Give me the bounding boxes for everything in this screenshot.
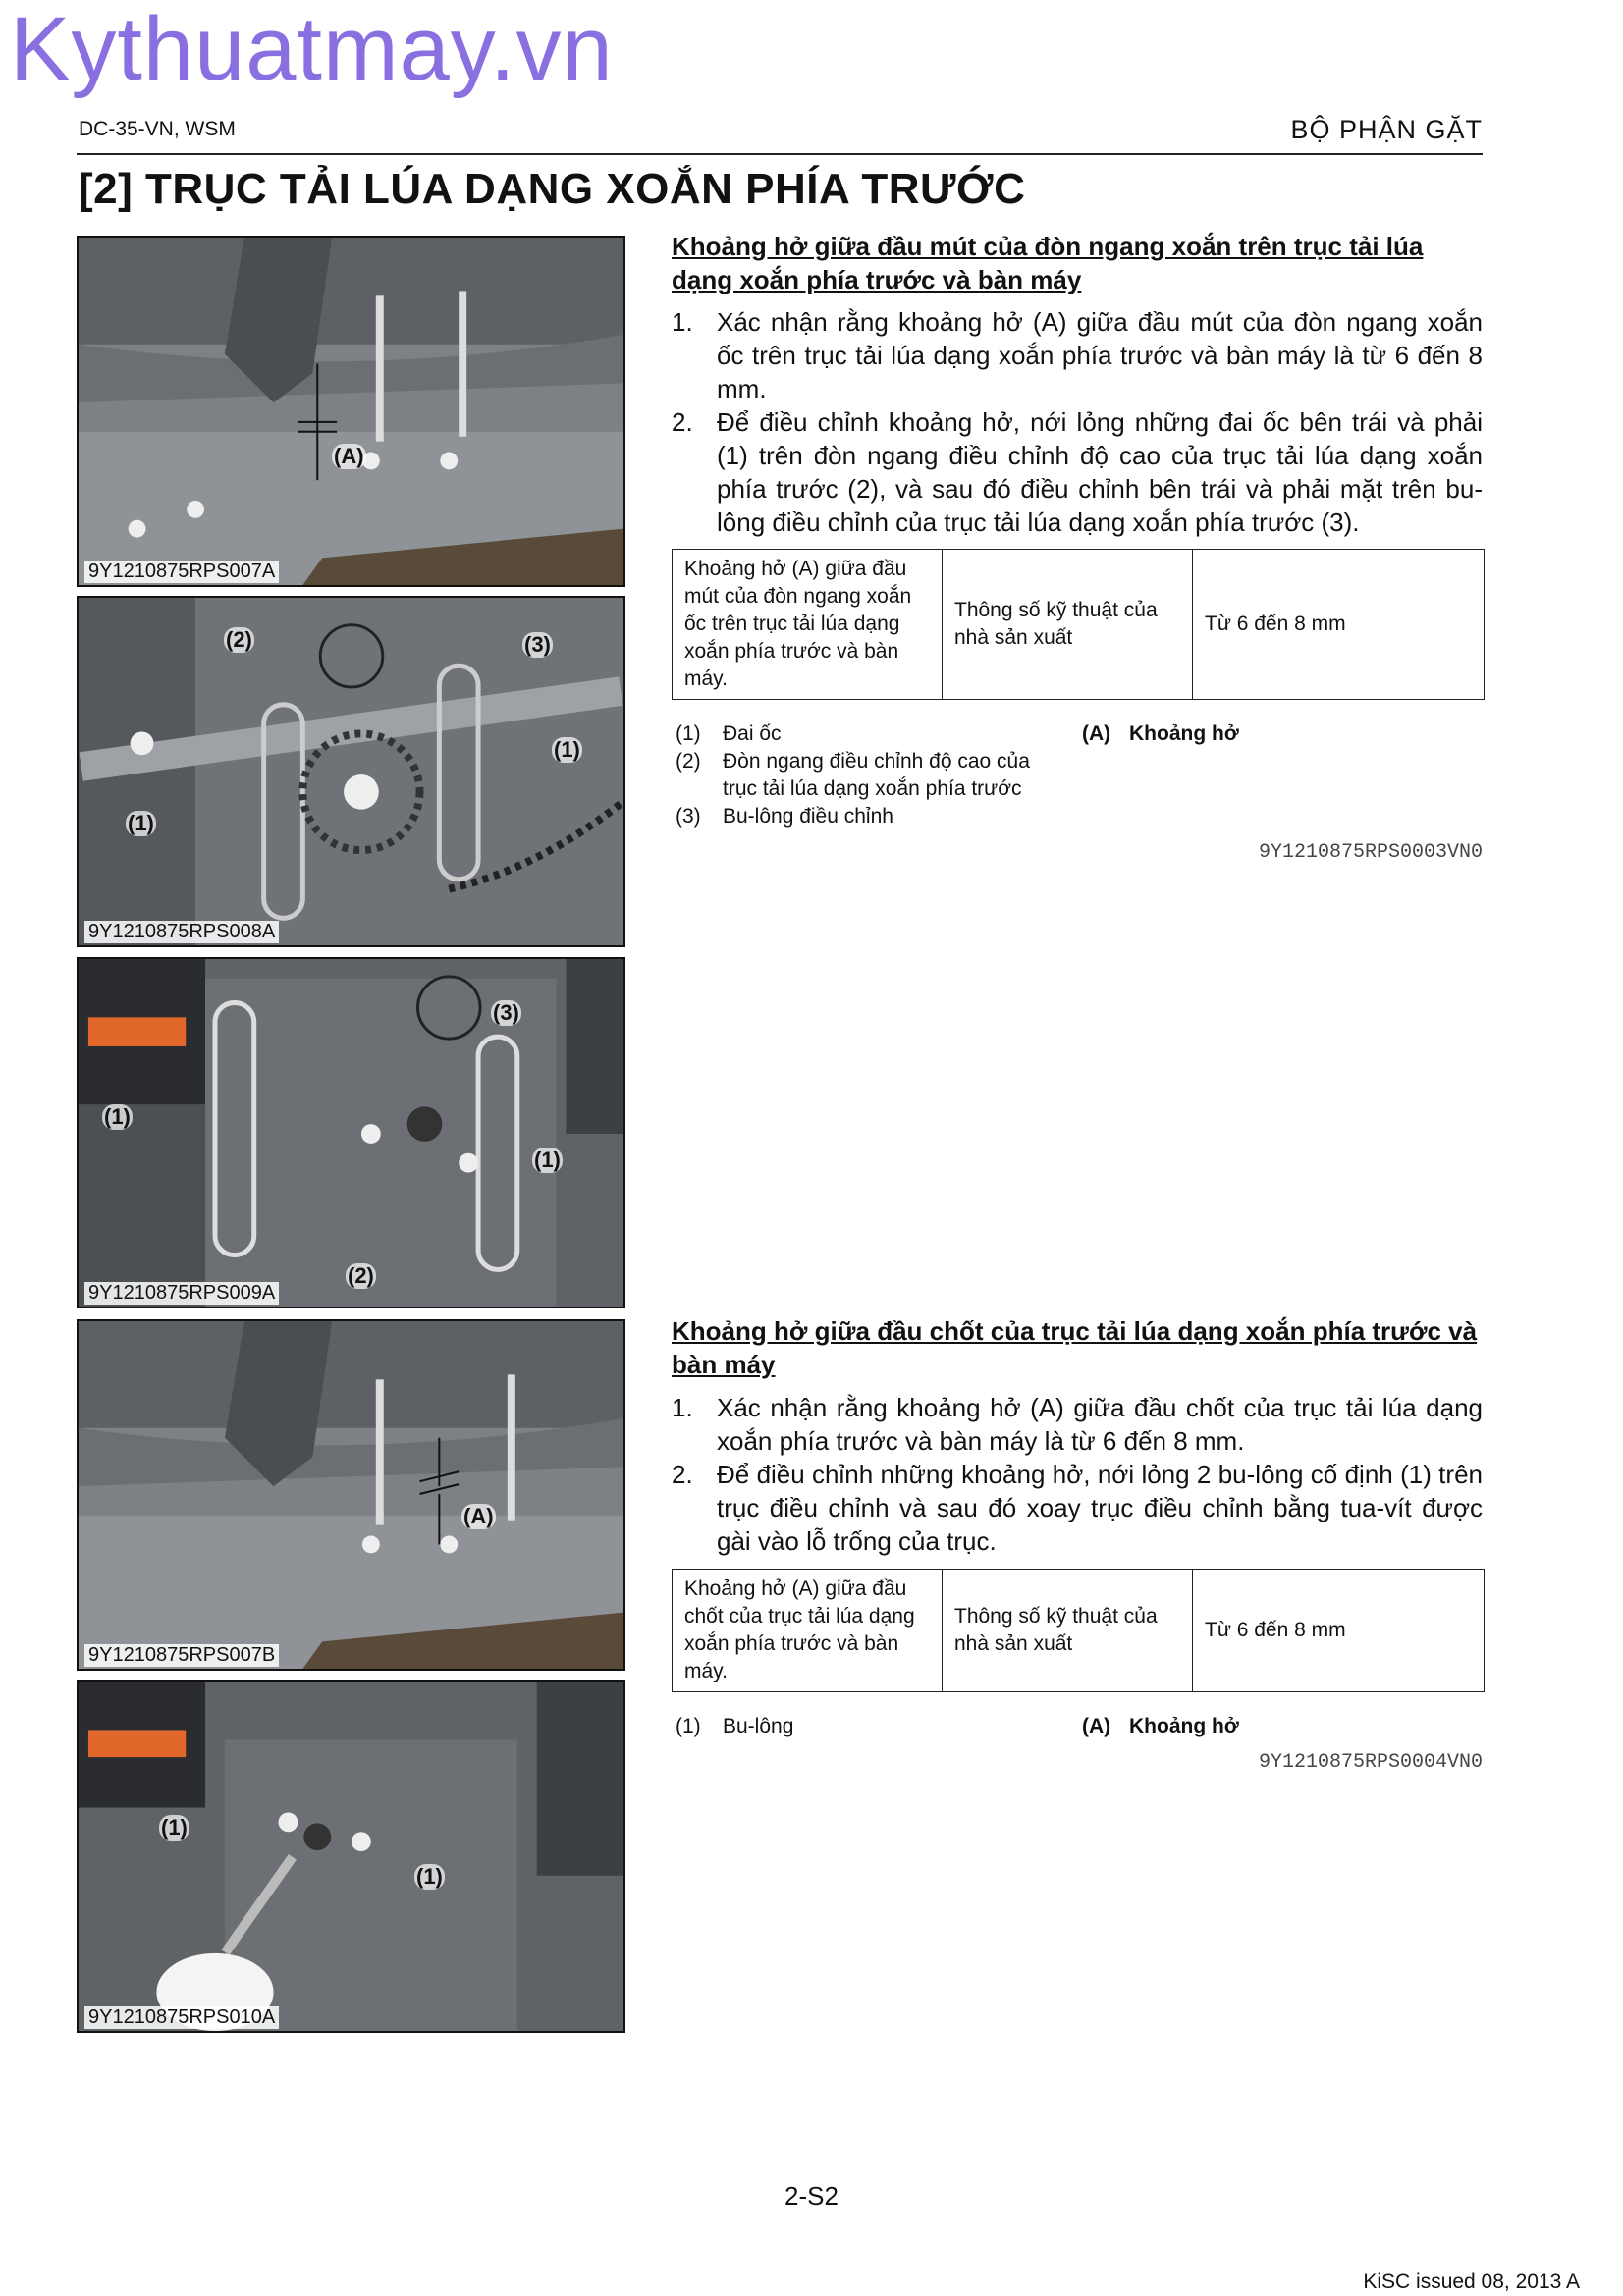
photo-illustration [79, 238, 623, 585]
doc-code: DC-35-VN, WSM [79, 118, 236, 140]
spec-item: Khoảng hở (A) giữa đầu chốt của trục tải lúa dạng xoắn phía trước và bàn máy. [673, 1570, 943, 1692]
step-text: Để điều chỉnh những khoảng hở, nới lỏng 2 bu-lông cố định (1) trên trục điều chỉnh và sau đó xoay trục điều chỉnh bằng tua-vít được gài vào lỗ trống của trục. [717, 1460, 1483, 1556]
photo-adjust-plate [77, 957, 625, 1308]
legend-item [676, 1713, 1068, 1740]
photo-illustration [79, 1682, 623, 2031]
spec-type: Thông số kỹ thuật của nhà sản xuất [943, 1570, 1193, 1692]
section2-legend-right [1082, 1713, 1475, 1740]
section1-legend-right [1082, 721, 1475, 748]
header-divider [77, 153, 1483, 155]
section2-heading: Khoảng hở giữa đầu chốt của trục tải lúa dạng xoắn phía trước và bàn máy [672, 1316, 1478, 1379]
legend-key: (A) [1082, 1715, 1111, 1737]
photo-pin-gap [77, 1319, 625, 1671]
step-text: Xác nhận rằng khoảng hở (A) giữa đầu chốt của trục tải lúa dạng xoắn phía trước và bàn máy là từ 6 đến 8 mm. [717, 1393, 1483, 1456]
legend-value: Đai ốc [723, 722, 782, 745]
step-number: 1. [672, 307, 693, 337]
step [672, 1458, 1483, 1558]
spec-item: Khoảng hở (A) giữa đầu mút của đòn ngang xoắn ốc trên trục tải lúa dạng xoắn phía trước và bàn máy. [673, 550, 943, 700]
section-name: BỘ PHẬN GẶT [1290, 115, 1483, 144]
photo-illustration [79, 1321, 623, 1669]
step-text: Xác nhận rằng khoảng hở (A) giữa đầu mút của đòn ngang xoắn ốc trên trục tải lúa dạng xoắn phía trước và bàn máy là từ 6 đến 8 mm. [717, 307, 1483, 403]
callout-1-right: (1) [534, 1148, 561, 1172]
callout-1-left: (1) [104, 1104, 131, 1129]
callout-a: (A) [463, 1504, 494, 1528]
photo-code: 9Y1210875RPS007A [84, 561, 279, 583]
section2-doc-code: 9Y1210875RPS0004VN0 [1258, 1751, 1483, 1774]
callout-3: (3) [493, 1000, 519, 1025]
legend-key: (1) [676, 722, 701, 745]
callout-2: (2) [226, 627, 252, 652]
section1-spec-table [672, 549, 1485, 700]
legend-item [1082, 721, 1475, 748]
legend-value: Bu-lông [723, 1715, 794, 1737]
callout-1-left: (1) [128, 811, 154, 835]
photo-code: 9Y1210875RPS008A [84, 921, 279, 943]
legend-value: Khoảng hở [1129, 722, 1239, 745]
photo-fix-bolts [77, 1680, 625, 2033]
callout-1-left: (1) [161, 1815, 188, 1840]
legend-value: Bu-lông điều chỉnh [723, 805, 893, 828]
step [672, 1391, 1483, 1458]
callout-a: (A) [334, 444, 364, 468]
legend-key: (3) [676, 805, 701, 828]
callout-2: (2) [348, 1263, 374, 1288]
legend-value: Khoảng hở [1129, 1715, 1239, 1737]
photo-adjust-arm [77, 596, 625, 947]
step-number: 2. [672, 407, 693, 437]
section1-steps [672, 305, 1483, 539]
watermark-logo: Kythuatmay.vn [10, 0, 614, 99]
photo-code: 9Y1210875RPS007B [84, 1644, 279, 1667]
step-number: 2. [672, 1460, 693, 1489]
photo-illustration [79, 959, 623, 1307]
section1-doc-code: 9Y1210875RPS0003VN0 [1258, 841, 1483, 864]
legend-value: Đòn ngang điều chỉnh độ cao của trục tải lúa dạng xoắn phía trước [723, 750, 1030, 800]
section2-legend-left [676, 1713, 1068, 1740]
issued-note: KiSC issued 08, 2013 A [1363, 2270, 1580, 2293]
spec-type: Thông số kỹ thuật của nhà sản xuất [943, 550, 1193, 700]
callout-3: (3) [524, 632, 551, 657]
step-number: 1. [672, 1393, 693, 1422]
callout-1-right: (1) [554, 737, 580, 762]
section1-legend-left [676, 721, 1068, 830]
spec-value: Từ 6 đến 8 mm [1193, 1570, 1485, 1692]
callout-1-right: (1) [416, 1864, 443, 1889]
legend-key: (1) [676, 1715, 701, 1737]
step [672, 305, 1483, 405]
step [672, 405, 1483, 539]
legend-key: (A) [1082, 722, 1111, 745]
photo-auger-gap [77, 236, 625, 587]
section1-heading: Khoảng hở giữa đầu mút của đòn ngang xoắn trên trục tải lúa dạng xoắn phía trước và bàn máy [672, 232, 1424, 294]
step-text: Để điều chỉnh khoảng hở, nới lỏng những đai ốc bên trái và phải (1) trên đòn ngang điều chỉnh độ cao của trục tải lúa dạng xoắn phía trước (2), và sau đó điều chỉnh bên trái và phải mặt trên bu-lông điều chỉnh của trục tải lúa dạng xoắn phía trước (3). [717, 407, 1483, 537]
photo-code: 9Y1210875RPS009A [84, 1282, 279, 1305]
legend-item [676, 748, 1068, 803]
legend-item [676, 803, 1068, 830]
legend-item [1082, 1713, 1475, 1740]
section2-spec-table [672, 1569, 1485, 1692]
spec-value: Từ 6 đến 8 mm [1193, 550, 1485, 700]
legend-item [676, 721, 1068, 748]
page-title: [2] TRỤC TẢI LÚA DẠNG XOẮN PHÍA TRƯỚC [79, 165, 1026, 213]
legend-key: (2) [676, 750, 701, 773]
photo-code: 9Y1210875RPS010A [84, 2006, 279, 2029]
section2-steps [672, 1391, 1483, 1558]
page-number: 2-S2 [784, 2181, 839, 2211]
